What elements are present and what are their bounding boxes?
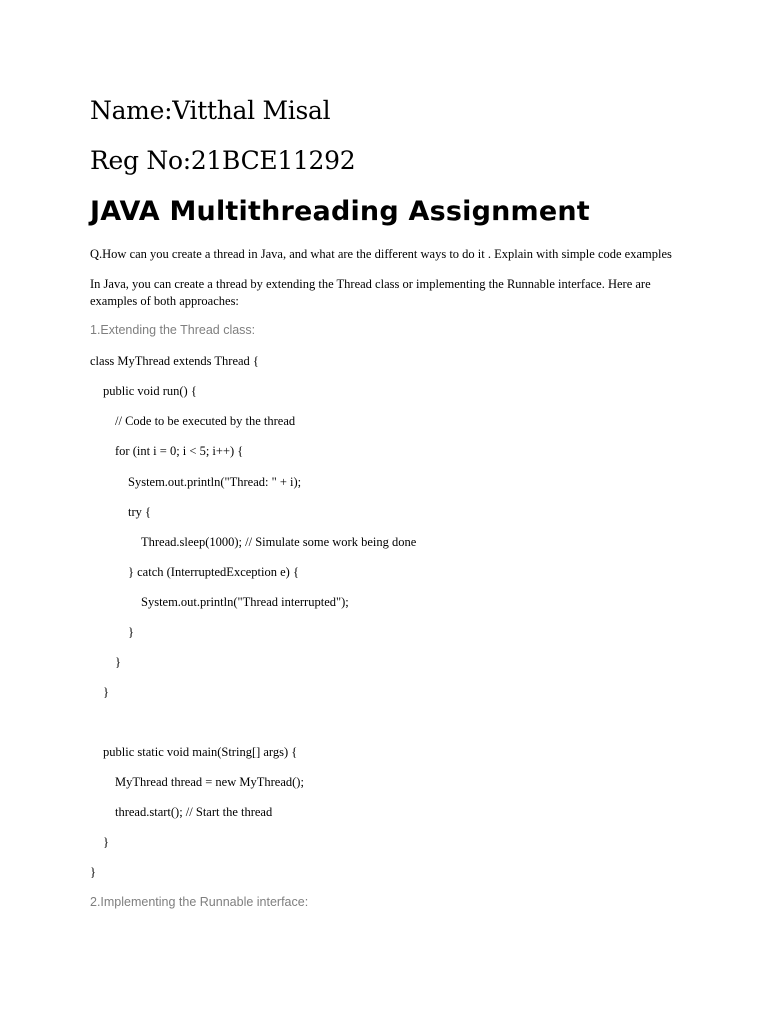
code-line: public void run() { — [103, 384, 197, 398]
code-line: thread.start(); // Start the thread — [115, 805, 273, 819]
intro-paragraph: In Java, you can create a thread by extending the Thread class or implementing the Runnable interface. Here are examples of both approaches: — [90, 277, 651, 308]
registration-number: Reg No:21BCE11292 — [90, 146, 356, 175]
code-line: } — [128, 625, 134, 639]
code-line: } — [115, 655, 121, 669]
code-line: class MyThread extends Thread { — [90, 354, 259, 368]
code-line: try { — [128, 505, 152, 519]
code-line: } — [103, 835, 109, 849]
student-name: Name:Vitthal Misal — [90, 96, 331, 125]
assignment-title: JAVA Multithreading Assignment — [90, 196, 590, 227]
code-line: // Code to be executed by the thread — [115, 414, 296, 428]
code-line: MyThread thread = new MyThread(); — [115, 775, 304, 789]
code-line: for (int i = 0; i < 5; i++) { — [115, 444, 244, 458]
code-line: } — [90, 865, 96, 879]
code-line: System.out.println("Thread interrupted"); — [141, 595, 349, 609]
code-line: public static void main(String[] args) { — [103, 745, 298, 759]
code-line: System.out.println("Thread: " + i); — [128, 475, 302, 489]
code-line: } — [103, 685, 109, 699]
section2-heading: 2.Implementing the Runnable interface: — [90, 895, 309, 909]
code-line: } catch (InterruptedException e) { — [128, 565, 299, 579]
question-text: Q.How can you create a thread in Java, and what are the different ways to do it . Explain with simple code examples — [90, 247, 672, 261]
section1-heading: 1.Extending the Thread class: — [90, 323, 256, 337]
code-line: Thread.sleep(1000); // Simulate some work being done — [141, 535, 417, 549]
